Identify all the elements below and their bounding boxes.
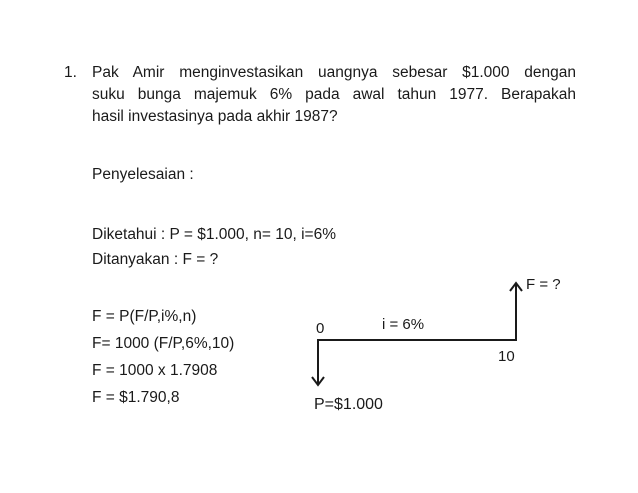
problem-number: 1. [64, 64, 77, 81]
problem-line-1: Pak Amir menginvestasikan uangnya sebesar $1.000 dengan [92, 64, 576, 81]
end-period-label: 10 [498, 348, 515, 365]
problem-line-2: suku bunga majemuk 6% pada awal tahun 1977. Berapakah [92, 86, 576, 103]
known-values: Diketahui : P = $1.000, n= 10, i=6% [92, 226, 337, 243]
problem-text [92, 62, 576, 128]
future-value-label: F = ? [526, 276, 561, 293]
interest-rate-label: i = 6% [382, 316, 425, 333]
formula-step-1: F = P(F/P,i%,n) [92, 308, 197, 325]
formula-step-2: F= 1000 (F/P,6%,10) [92, 335, 235, 352]
present-value-label: P=$1.000 [314, 396, 383, 413]
start-period-label: 0 [316, 320, 325, 337]
formula-step-4: F = $1.790,8 [92, 389, 180, 406]
formula-step-3: F = 1000 x 1.7908 [92, 362, 218, 379]
problem-statement [64, 62, 576, 128]
solution-heading: Penyelesaian : [92, 166, 194, 183]
asked-value: Ditanyakan : F = ? [92, 251, 219, 268]
problem-line-3: hasil investasinya pada akhir 1987? [92, 108, 338, 125]
cash-flow-diagram [300, 270, 600, 420]
